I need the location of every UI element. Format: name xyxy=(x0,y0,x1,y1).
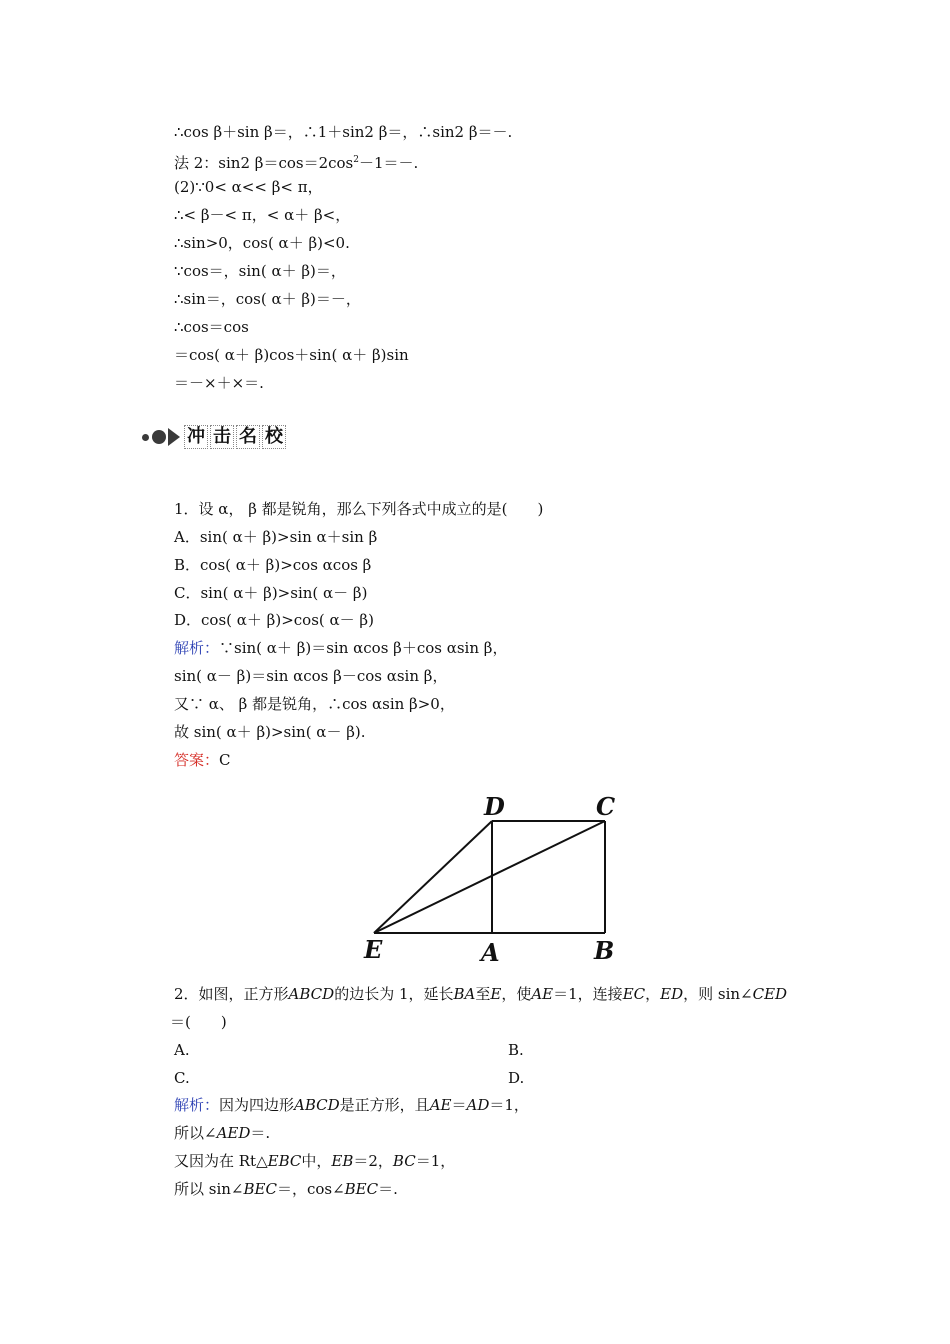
section-header xyxy=(142,424,288,450)
q2-text: 又因为在 Rt△ xyxy=(174,1152,268,1170)
q2-text: ＝，cos∠ xyxy=(276,1180,345,1198)
q2-text: 所以∠ xyxy=(174,1124,217,1142)
q2-var: ABCD xyxy=(294,1096,340,1114)
q2-analysis-3 xyxy=(174,1151,455,1171)
q2-text: 2．如图，正方形 xyxy=(174,985,289,1003)
q2-analysis-1 xyxy=(174,1095,529,1115)
analysis-label: 解析： xyxy=(174,1096,220,1114)
point-label-a: A xyxy=(481,938,500,967)
section-title-char: 名 xyxy=(236,425,260,449)
q2-option-a: A. xyxy=(174,1041,190,1059)
q2-analysis-2 xyxy=(174,1123,270,1143)
q1-option-d: D．cos( α＋ β)>cos( α－ β) xyxy=(174,611,374,629)
q2-var: ED xyxy=(660,985,684,1003)
point-label-d: D xyxy=(484,792,505,821)
prev-line-3: (2)∵0< α<< β< π， xyxy=(174,178,323,196)
q2-text: 是正方形，且 xyxy=(339,1096,430,1114)
prev-line-1: ∴cos β＋sin β＝，∴1＋sin2 β＝，∴sin2 β＝－. xyxy=(174,123,513,141)
prev-line-8: ∴cos＝cos xyxy=(174,318,249,336)
square-geometry-figure xyxy=(360,788,630,968)
section-title-char: 击 xyxy=(210,425,234,449)
prev-line-2-text: 法 2：sin2 β＝cos＝2cos xyxy=(174,154,354,172)
prev-line-2-superscript: 2 xyxy=(353,155,359,165)
q2-text: ，使 xyxy=(501,985,532,1003)
q1-option-c: C．sin( α＋ β)>sin( α－ β) xyxy=(174,584,368,602)
edge-ec xyxy=(374,821,605,933)
q2-text: ＝. xyxy=(378,1180,398,1198)
q1-option-b: B．cos( α＋ β)>cos αcos β xyxy=(174,556,372,574)
q2-text: 所以 sin∠ xyxy=(174,1180,244,1198)
q2-text: 的边长为 1，延长 xyxy=(334,985,454,1003)
q2-var: BEC xyxy=(344,1180,379,1198)
q2-text: ＝1， xyxy=(415,1152,456,1170)
q2-var: BEC xyxy=(243,1180,277,1198)
edge-ed xyxy=(374,821,492,933)
answer-value: C xyxy=(219,751,231,769)
q2-var: ABCD xyxy=(288,985,335,1003)
q2-var: BA xyxy=(453,985,476,1003)
prev-line-7: ∴sin＝，cos( α＋ β)＝－， xyxy=(174,290,361,308)
prev-line-2 xyxy=(174,150,418,173)
q1-analysis-2: sin( α－ β)＝sin αcos β－cos αsin β， xyxy=(174,667,448,685)
big-dot-icon xyxy=(152,430,166,444)
prev-line-10: ＝－×＋×＝. xyxy=(174,374,264,392)
q2-text: ，则 sin∠ xyxy=(683,985,753,1003)
prev-line-9: ＝cos( α＋ β)cos＋sin( α＋ β)sin xyxy=(174,346,409,364)
section-title-char: 冲 xyxy=(184,425,208,449)
q1-analysis-3: 又∵ α、 β 都是锐角，∴cos αsin β>0， xyxy=(174,695,455,713)
q1-option-a: A．sin( α＋ β)>sin α＋sin β xyxy=(174,528,378,546)
q2-var: AED xyxy=(216,1124,251,1142)
analysis-label: 解析： xyxy=(174,639,220,657)
q1-analysis-4: 故 sin( α＋ β)>sin( α－ β). xyxy=(174,723,366,741)
q2-var: E xyxy=(490,985,502,1003)
q2-option-d: D. xyxy=(508,1069,525,1087)
q2-var: CED xyxy=(752,985,788,1003)
q2-text: ＝2， xyxy=(353,1152,393,1170)
q2-var: AE xyxy=(531,985,554,1003)
q2-text: ＝. xyxy=(250,1124,271,1142)
q2-text: ＝1，连接 xyxy=(553,985,623,1003)
q1-answer xyxy=(174,750,231,770)
point-label-e: E xyxy=(364,935,383,964)
q2-text: 因为四边形 xyxy=(219,1096,295,1114)
answer-label: 答案： xyxy=(174,751,220,769)
q2-text: ， xyxy=(645,985,661,1003)
q2-var: EB xyxy=(331,1152,354,1170)
prev-line-4: ∴< β－< π，< α＋ β<， xyxy=(174,206,351,224)
q2-var: EC xyxy=(622,985,646,1003)
q2-analysis-4 xyxy=(174,1179,398,1199)
prev-line-6: ∵cos＝，sin( α＋ β)＝， xyxy=(174,262,346,280)
q2-stem-line-1 xyxy=(174,984,787,1004)
section-title-char: 校 xyxy=(262,425,286,449)
q2-var: EBC xyxy=(267,1152,302,1170)
q2-stem-line-2: ＝( ) xyxy=(170,1013,227,1031)
q1-stem: 1．设 α， β 都是锐角，那么下列各式中成立的是( ) xyxy=(174,500,544,518)
q2-text: 至 xyxy=(475,985,491,1003)
q2-var: AE xyxy=(429,1096,452,1114)
prev-line-5: ∴sin>0，cos( α＋ β)<0. xyxy=(174,234,350,252)
q2-text: ＝1， xyxy=(489,1096,529,1114)
q1-analysis-1-text: ∵sin( α＋ β)＝sin αcos β＋cos αsin β， xyxy=(219,639,508,657)
small-dot-icon xyxy=(142,434,149,441)
q2-text: 中， xyxy=(301,1152,332,1170)
q2-var: BC xyxy=(392,1152,416,1170)
point-label-b: B xyxy=(594,936,615,965)
triangle-arrow-icon xyxy=(168,428,180,446)
q1-analysis-1 xyxy=(174,638,507,658)
q2-option-b: B. xyxy=(508,1041,524,1059)
q2-option-c: C. xyxy=(174,1069,190,1087)
q2-text: ＝ xyxy=(451,1096,467,1114)
point-label-c: C xyxy=(596,792,616,821)
prev-line-2-tail: －1＝－. xyxy=(359,154,419,172)
q2-var: AD xyxy=(466,1096,490,1114)
